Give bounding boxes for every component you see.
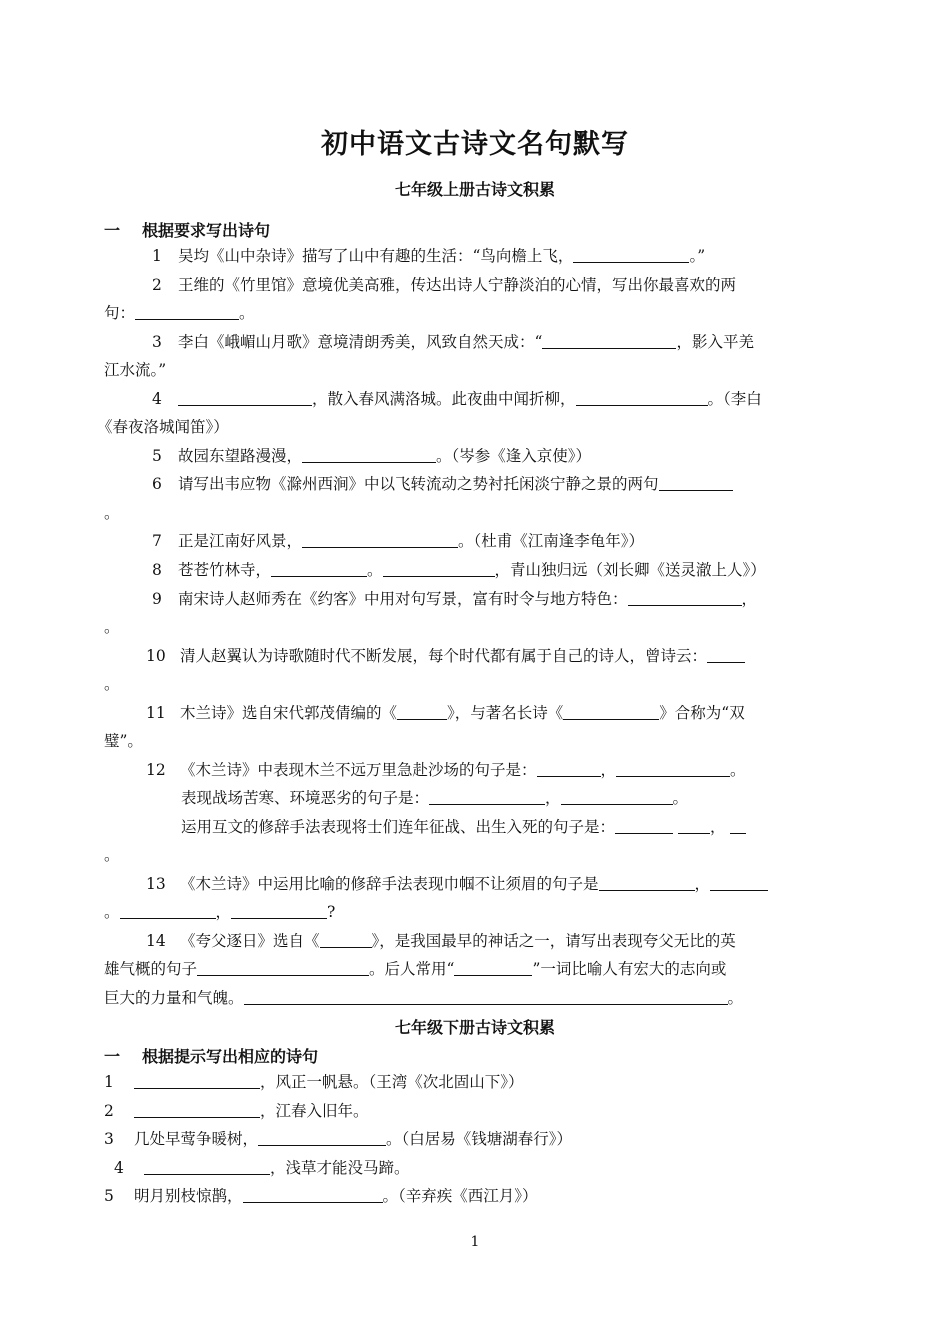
answer-blank[interactable]	[258, 1130, 386, 1146]
prompt-1	[104, 1072, 524, 1092]
question-text: 故园东望路漫漫，	[178, 447, 303, 465]
question-number: 3	[152, 333, 162, 351]
question-number: 14	[146, 932, 166, 950]
question-text: 《木兰诗》中表现木兰不远万里急赴沙场的句子是：	[180, 761, 537, 779]
question-text: ，	[741, 590, 758, 608]
answer-blank[interactable]	[383, 561, 495, 577]
question-number: 5	[104, 1187, 114, 1205]
question-10	[146, 646, 745, 666]
question-text: 清人赵翼认为诗歌随时代不断发展，每个时代都有属于自己的诗人，曾诗云：	[180, 647, 708, 665]
question-13	[146, 874, 768, 894]
grade7-lower-heading: 七年级下册古诗文积累	[394, 1018, 555, 1037]
question-9-continued: 。	[104, 618, 120, 636]
question-text: 木兰诗》选自宋代郭茂倩编的《	[180, 704, 398, 722]
answer-blank[interactable]	[135, 304, 239, 320]
answer-blank[interactable]	[271, 561, 367, 577]
question-4-continued: 《春夜洛城闻笛》）	[97, 418, 229, 436]
answer-blank[interactable]	[573, 247, 689, 263]
question-text: 。（李白	[707, 390, 762, 408]
question-text: 南宋诗人赵师秀在《约客》中用对句写景，富有时令与地方特色：	[178, 590, 628, 608]
question-8	[152, 560, 766, 580]
question-number: 6	[152, 475, 162, 493]
question-number: 13	[146, 875, 166, 893]
question-text: 请写出韦应物《滁州西涧》中以飞转流动之势衬托闲淡宁静之景的两句	[178, 475, 659, 493]
question-text: 《夸父逐日》选自《	[180, 932, 320, 950]
answer-blank[interactable]	[429, 789, 545, 805]
question-14	[146, 931, 736, 951]
question-text: 。（岑参《逢入京使》）	[436, 447, 592, 465]
question-text: 王维的《竹里馆》意境优美高雅，传达出诗人宁静淡泊的心情，写出你最喜欢的两	[178, 276, 737, 294]
question-text: 。	[727, 989, 744, 1007]
question-text: 》，与著名长诗《	[447, 704, 564, 722]
question-11	[146, 703, 745, 723]
answer-blank[interactable]	[197, 960, 369, 976]
question-text: 》，是我国最早的神话之一，请写出表现夸父无比的英	[371, 932, 736, 950]
question-14-line-3	[104, 988, 743, 1008]
answer-blank[interactable]	[302, 447, 436, 463]
answer-blank[interactable]	[454, 960, 532, 976]
question-text: ，青山独归远（刘长卿《送灵澈上人》）	[494, 561, 766, 579]
answer-blank[interactable]	[599, 875, 695, 891]
answer-blank[interactable]	[678, 818, 710, 834]
question-number: 4	[152, 390, 162, 408]
question-6	[152, 474, 733, 494]
question-12	[146, 760, 746, 780]
question-5	[152, 446, 591, 466]
question-text: 几处早莺争暖树，	[134, 1130, 259, 1148]
question-text: 明月别枝惊鹊，	[134, 1187, 243, 1205]
question-number: 1	[104, 1073, 114, 1091]
answer-blank[interactable]	[134, 1073, 260, 1089]
question-6-continued: 。	[104, 504, 120, 522]
question-text: 《木兰诗》中运用比喻的修辞手法表现巾帼不让须眉的句子是	[180, 875, 599, 893]
question-12-line-2	[181, 788, 688, 808]
answer-blank[interactable]	[542, 333, 676, 349]
question-9	[152, 589, 757, 609]
question-2-continued	[104, 303, 255, 323]
question-text: ，浅草才能没马蹄。	[270, 1159, 410, 1177]
question-number: 9	[152, 590, 162, 608]
answer-blank[interactable]	[144, 1159, 270, 1175]
question-1	[152, 246, 705, 266]
question-text: ，江春入旧年。	[260, 1102, 369, 1120]
question-text: 。	[367, 561, 383, 579]
question-text: 。	[239, 304, 255, 322]
answer-blank[interactable]	[730, 818, 746, 834]
question-11-continued: 璧”。	[104, 732, 143, 750]
section-title: 根据要求写出诗句	[142, 221, 271, 240]
page-number: 1	[470, 1234, 480, 1250]
question-text: ，	[215, 903, 232, 921]
question-text: 雄气概的句子	[104, 960, 198, 978]
question-number: 3	[104, 1130, 114, 1148]
section-title: 根据提示写出相应的诗句	[142, 1047, 319, 1066]
question-3	[152, 332, 754, 352]
answer-blank[interactable]	[231, 903, 327, 919]
question-number: 5	[152, 447, 162, 465]
question-text: 。（杜甫《江南逢李龟年》）	[458, 532, 645, 550]
prompt-4	[114, 1158, 410, 1178]
question-text: 。”	[689, 247, 706, 265]
question-text: 。	[104, 903, 120, 921]
answer-blank[interactable]	[576, 390, 708, 406]
answer-blank[interactable]	[178, 390, 312, 406]
section-heading-lower	[104, 1044, 318, 1067]
question-12-continued: 。	[104, 846, 120, 864]
prompt-2	[104, 1101, 369, 1121]
section-number: 一	[104, 1047, 121, 1066]
answer-blank[interactable]	[563, 704, 659, 720]
question-3-continued: 江水流。”	[104, 361, 167, 379]
question-text: 。（白居易《钱塘湖春行》）	[386, 1130, 573, 1148]
question-12-line-3	[181, 817, 746, 837]
answer-blank[interactable]	[659, 475, 733, 491]
question-number: 1	[152, 247, 162, 265]
answer-blank[interactable]	[710, 875, 768, 891]
question-text: 运用互文的修辞手法表现将士们连年征战、出生入死的句子是：	[181, 818, 616, 836]
question-text: 李白《峨嵋山月歌》意境清朗秀美，风致自然天成：“	[178, 333, 543, 351]
question-text: 。	[672, 789, 689, 807]
answer-blank[interactable]	[561, 789, 673, 805]
answer-blank[interactable]	[616, 761, 730, 777]
answer-blank[interactable]	[397, 704, 447, 720]
prompt-5	[104, 1186, 538, 1206]
answer-blank[interactable]	[615, 818, 673, 834]
question-text: 表现战场苦寒、环境恶劣的句子是：	[181, 789, 430, 807]
section-number: 一	[104, 221, 121, 240]
prompt-3	[104, 1129, 572, 1149]
question-text: ，	[545, 789, 561, 807]
question-text: 。后人常用“	[369, 960, 455, 978]
page-title: 初中语文古诗文名句默写	[321, 129, 629, 160]
grade7-upper-heading: 七年级上册古诗文积累	[394, 180, 555, 199]
question-number: 12	[146, 761, 166, 779]
question-text: 正是江南好风景，	[178, 532, 303, 550]
question-7	[152, 531, 644, 551]
answer-blank[interactable]	[320, 932, 372, 948]
question-number: 11	[146, 704, 166, 722]
question-number: 2	[152, 276, 162, 294]
question-text: 。	[730, 761, 746, 779]
question-text: ，风正一帆悬。（王湾《次北固山下》）	[260, 1073, 524, 1091]
question-text: 句：	[104, 304, 136, 322]
question-text: ，影入平羌	[676, 333, 754, 351]
answer-blank[interactable]	[302, 532, 458, 548]
question-number: 4	[114, 1159, 124, 1177]
answer-blank[interactable]	[537, 761, 601, 777]
answer-blank[interactable]	[134, 1102, 260, 1118]
question-text: 》合称为“双	[659, 704, 745, 722]
answer-blank[interactable]	[243, 1187, 383, 1203]
question-text: ”一词比喻人有宏大的志向或	[532, 960, 727, 978]
question-text: 巨大的力量和气魄。	[104, 989, 244, 1007]
question-number: 10	[146, 647, 166, 665]
question-text: ，	[694, 875, 711, 893]
question-number: 7	[152, 532, 162, 550]
answer-blank[interactable]	[120, 903, 216, 919]
question-2	[152, 275, 736, 295]
question-number: 8	[152, 561, 162, 579]
question-text: ，	[709, 818, 726, 836]
question-text: 。（辛弃疾《西江月》）	[382, 1187, 538, 1205]
section-heading-upper	[104, 218, 270, 241]
answer-blank[interactable]	[628, 590, 742, 606]
question-number: 2	[104, 1102, 114, 1120]
question-4	[152, 389, 762, 409]
question-13-continued	[104, 902, 335, 922]
answer-blank[interactable]	[707, 647, 745, 663]
question-text: 吴均《山中杂诗》描写了山中有趣的生活：“鸟向檐上飞，	[178, 247, 574, 265]
question-text: ，散入春风满洛城。此夜曲中闻折柳，	[312, 390, 576, 408]
answer-blank[interactable]	[244, 989, 728, 1005]
question-10-continued: 。	[104, 675, 120, 693]
question-14-line-2	[104, 959, 726, 979]
question-text: 苍苍竹林寺，	[178, 561, 272, 579]
question-text: ，	[600, 761, 617, 779]
question-text: ?	[327, 903, 336, 921]
